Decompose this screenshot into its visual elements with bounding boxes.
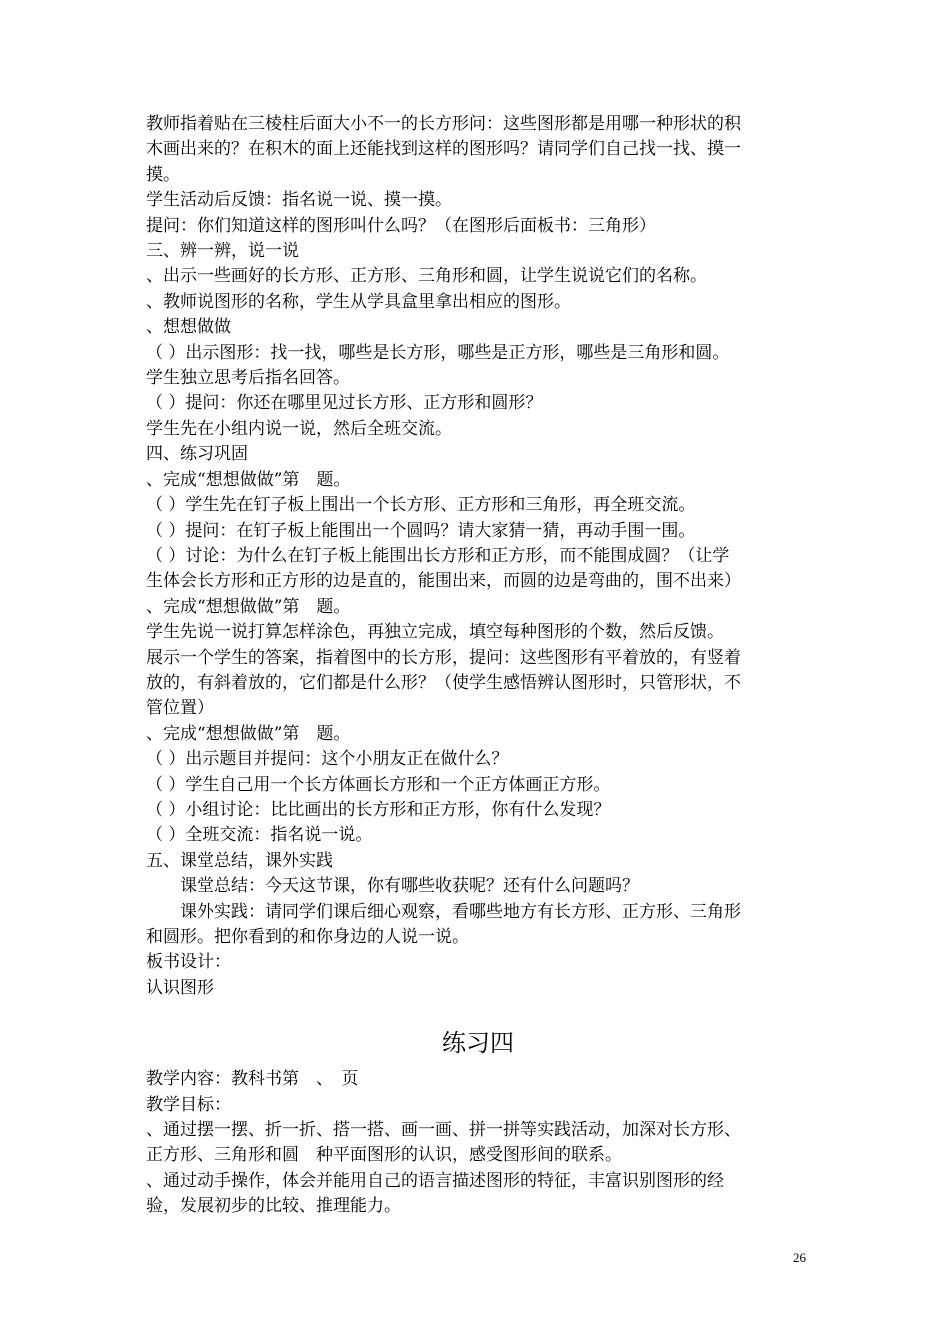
exercise-text-line: 、通过动手操作，体会并能用自己的语言描述图形的特征，丰富识别图形的经 [146, 1170, 724, 1191]
lesson-text-line: 学生独立思考后指名回答。 [146, 368, 350, 389]
lesson-text-line: 学生先在小组内说一说，然后全班交流。 [146, 418, 452, 439]
lesson-text-line: （ ）出示题目并提问：这个小朋友正在做什么？ [146, 749, 509, 770]
lesson-text-line: （ ）讨论：为什么在钉子板上能围出长方形和正方形，而不能围成圆？（让学 [146, 545, 730, 566]
board-design-label: 板书设计： [146, 952, 231, 973]
lesson-text-line: （ ）学生自己用一个长方体画长方形和一个正方体画正方形。 [146, 774, 611, 795]
lesson-text-line: 木画出来的？在积木的面上还能找到这样的图形吗？请同学们自己找一找、摸一 [146, 139, 741, 160]
exercise-text-line: 教学目标： [146, 1094, 231, 1115]
lesson-text-line: 提问：你们知道这样的图形叫什么吗？（在图形后面板书：三角形） [146, 215, 656, 236]
lesson-steps-section [146, 112, 810, 874]
lesson-text-line: （ ）出示图形：找一找，哪些是长方形，哪些是正方形，哪些是三角形和圆。 [146, 342, 730, 363]
lesson-text-line: 四、练习巩固 [146, 444, 248, 465]
lesson-text-line: 、教师说图形的名称，学生从学具盒里拿出相应的图形。 [146, 291, 571, 312]
lesson-text-line: 学生先说一说打算怎样涂色，再独立完成，填空每种图形的个数，然后反馈。 [146, 622, 724, 643]
exercise-text-line: 教学内容：教科书第 、 页 [146, 1069, 359, 1090]
lesson-text-line: 、完成“想想做做”第 题。 [146, 596, 351, 617]
practice-paragraph-line-2: 和圆形。把你看到的和你身边的人说一说。 [146, 927, 469, 947]
lesson-text-line: （ ）提问：在钉子板上能围出一个圆吗？请大家猜一猜，再动手围一围。 [146, 520, 696, 541]
lesson-text-line: 管位置） [146, 698, 214, 719]
lesson-text-line: 五、课堂总结，课外实践 [146, 850, 333, 871]
exercise-four-section [146, 1067, 810, 1219]
lesson-text-line: 教师指着贴在三棱柱后面大小不一的长方形问：这些图形都是用哪一种形状的积 [146, 114, 741, 134]
lesson-text-line: 展示一个学生的答案，指着图中的长方形，提问：这些图形有平着放的，有竖着 [146, 647, 741, 668]
board-design-title: 认识图形 [146, 977, 214, 998]
summary-paragraph: 课堂总结：今天这节课，你有哪些收获呢？还有什么问题吗？ [180, 876, 639, 897]
lesson-text-line: （ ）全班交流：指名说一说。 [146, 825, 373, 846]
lesson-text-line: 、想想做做 [146, 317, 231, 338]
exercise-text-line: 正方形、三角形和圆 种平面图形的认识，感受图形间的联系。 [146, 1145, 622, 1166]
exercise-text-line: 、通过摆一摆、折一折、搭一搭、画一画、拼一拼等实践活动，加深对长方形、 [146, 1120, 741, 1141]
lesson-text-line: 学生活动后反馈：指名说一说、摸一摸。 [146, 190, 452, 211]
lesson-text-line: 放的，有斜着放的，它们都是什么形？（使学生感悟辨认图形时，只管形状，不 [146, 672, 741, 693]
exercise-text-line: 验，发展初步的比较、推理能力。 [146, 1196, 401, 1217]
page-number: 26 [793, 1250, 806, 1265]
lesson-text-line: 生体会长方形和正方形的边是直的，能围出来，而圆的边是弯曲的，围不出来） [146, 571, 741, 592]
lesson-text-line: （ ）提问：你还在哪里见过长方形、正方形和圆形？ [146, 393, 543, 414]
lesson-text-line: 、出示一些画好的长方形、正方形、三角形和圆，让学生说说它们的名称。 [146, 266, 707, 287]
document-body [146, 112, 810, 1220]
lesson-text-line: 、完成“想想做做”第 题。 [146, 723, 351, 744]
lesson-text-line: 三、辨一辨，说一说 [146, 241, 299, 262]
practice-paragraph-line-1: 课外实践：请同学们课后细心观察，看哪些地方有长方形、正方形、三角形 [180, 901, 741, 922]
lesson-text-line: （ ）小组讨论：比比画出的长方形和正方形，你有什么发现？ [146, 799, 611, 820]
lesson-text-line: （ ）学生先在钉子板上围出一个长方形、正方形和三角形，再全班交流。 [146, 495, 696, 516]
lesson-text-line: 摸。 [146, 164, 180, 185]
lesson-text-line: 、完成“想想做做”第 题。 [146, 469, 351, 490]
section-heading: 练习四 [442, 1029, 514, 1058]
